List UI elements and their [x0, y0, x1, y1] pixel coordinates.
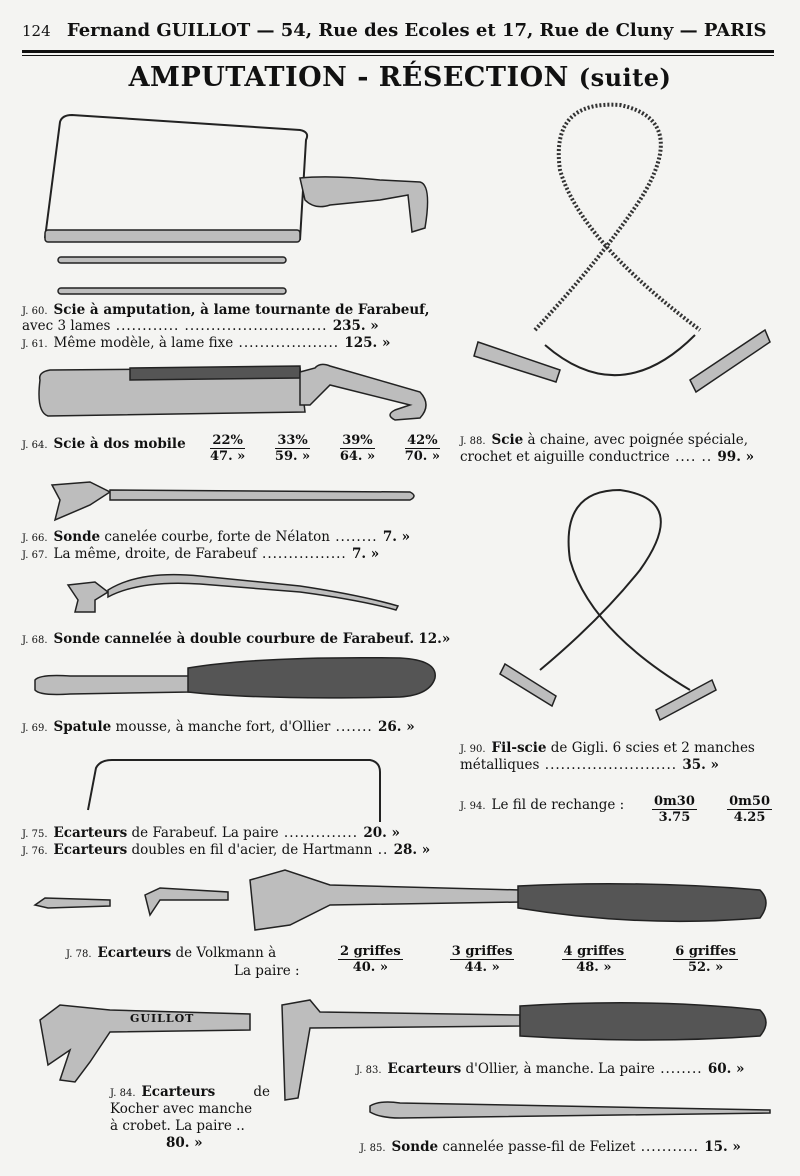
price-option: $\frac{\text{3 griffes}}{44. »}$	[451, 944, 513, 975]
grooved-probe-illustration	[52, 482, 414, 520]
item-j90: J. 90. Fil-scie de Gigli. 6 scies et 2 manches	[460, 740, 755, 756]
item-j64	[22, 436, 202, 454]
item-j88: J. 88. Scie à chaine, avec poignée spéciale,	[460, 432, 749, 448]
volkmann-retractor-illustration	[35, 870, 766, 930]
title-main: AMPUTATION - RÉSECTION	[128, 62, 569, 93]
ollier-retractor-illustration	[282, 1000, 766, 1100]
item-j88-cont: crochet et aiguille conductrice .... .. 99. »	[460, 449, 755, 465]
item-j84-line3: à crobet. La paire ..	[110, 1118, 245, 1134]
price-option: $\frac{33\%}{59. »}$	[274, 433, 311, 464]
price-option: $\frac{\text{4 griffes}}{48. »}$	[563, 944, 625, 975]
price-option: $\frac{42\%}{70. »}$	[404, 433, 440, 464]
item-j61: J. 61. Même modèle, à lame fixe ................... 125. »	[22, 335, 391, 351]
farabeuf-retractor-illustration	[88, 760, 380, 822]
item-j67: J. 67. La même, droite, de Farabeuf ................ 7. »	[22, 546, 380, 562]
page-number: 124	[22, 22, 51, 40]
item-j84-price: 80. »	[166, 1135, 203, 1151]
amputation-saw-illustration	[45, 115, 428, 294]
j94-price-options	[652, 794, 772, 825]
gigli-saw-illustration	[500, 490, 716, 720]
item-j69: J. 69. Spatule mousse, à manche fort, d'Ollier ....... 26. »	[22, 719, 415, 735]
item-j83: J. 83. Ecarteurs d'Ollier, à manche. La paire ........ 60. »	[356, 1061, 745, 1077]
item-j84: J. 84. Ecarteurs de	[110, 1084, 270, 1100]
j64-price-options	[210, 433, 440, 464]
item-j60-cont: avec 3 lames ............ ........................... 235. »	[22, 318, 379, 334]
item-j76: J. 76. Ecarteurs doubles en fil d'acier, de Hartmann .. 28. »	[22, 842, 431, 858]
item-text: avec 3 lames	[22, 318, 111, 334]
title-suffix: (suite)	[578, 63, 672, 92]
item-ref: J. 64.	[22, 440, 48, 451]
item-j90-cont: métalliques ......................... 35. »	[460, 757, 719, 773]
item-j94: J. 94. Le fil de rechange :	[460, 797, 625, 813]
item-j84-line2: Kocher avec manche	[110, 1101, 253, 1117]
item-price: 125. »	[344, 335, 391, 351]
item-j75: J. 75. Ecarteurs de Farabeuf. La paire .............. 20. »	[22, 825, 400, 841]
item-price: 235. »	[332, 318, 379, 334]
price-option: $\frac{0m30}{3.75}$	[654, 794, 695, 825]
price-option: $\frac{39\%}{64. »}$	[339, 433, 376, 464]
item-text: Scie à dos mobile	[53, 436, 186, 452]
felizet-probe-illustration	[370, 1102, 770, 1118]
item-j68: J. 68. Sonde cannelée à double courbure de Farabeuf. 12.»	[22, 631, 451, 647]
item-text: Même modèle, à lame fixe	[53, 335, 234, 351]
j78-price-options	[338, 944, 738, 975]
item-ref: J. 61.	[22, 339, 48, 350]
engraving-mark: GUILLOT	[130, 1012, 195, 1025]
double-curved-probe-illustration	[68, 575, 398, 612]
item-text: Scie à amputation, à lame tournante de Farabeuf,	[53, 302, 430, 318]
publisher-line: Fernand GUILLOT — 54, Rue des Ecoles et 17, Rue de Cluny — PARIS	[66, 20, 767, 41]
price-option: $\frac{\text{2 griffes}}{40. »}$	[340, 944, 401, 975]
spatula-illustration	[35, 658, 435, 698]
j78-pair-label: La paire :	[234, 963, 300, 979]
item-j78: J. 78. Ecarteurs de Volkmann à	[66, 945, 277, 961]
chain-saw-illustration	[474, 105, 770, 392]
back-saw-illustration	[39, 364, 426, 420]
item-j66: J. 66. Sonde canelée courbe, forte de Nélaton ........ 7. »	[22, 529, 411, 545]
price-option: $\frac{0m50}{4.25}$	[729, 794, 770, 825]
price-option: $\frac{\text{6 griffes}}{52. »}$	[675, 944, 736, 975]
item-ref: J. 60.	[22, 306, 48, 317]
price-option: $\frac{22\%}{47. »}$	[210, 433, 246, 464]
item-j85: J. 85. Sonde cannelée passe-fil de Felizet ........... 15. »	[360, 1139, 741, 1155]
